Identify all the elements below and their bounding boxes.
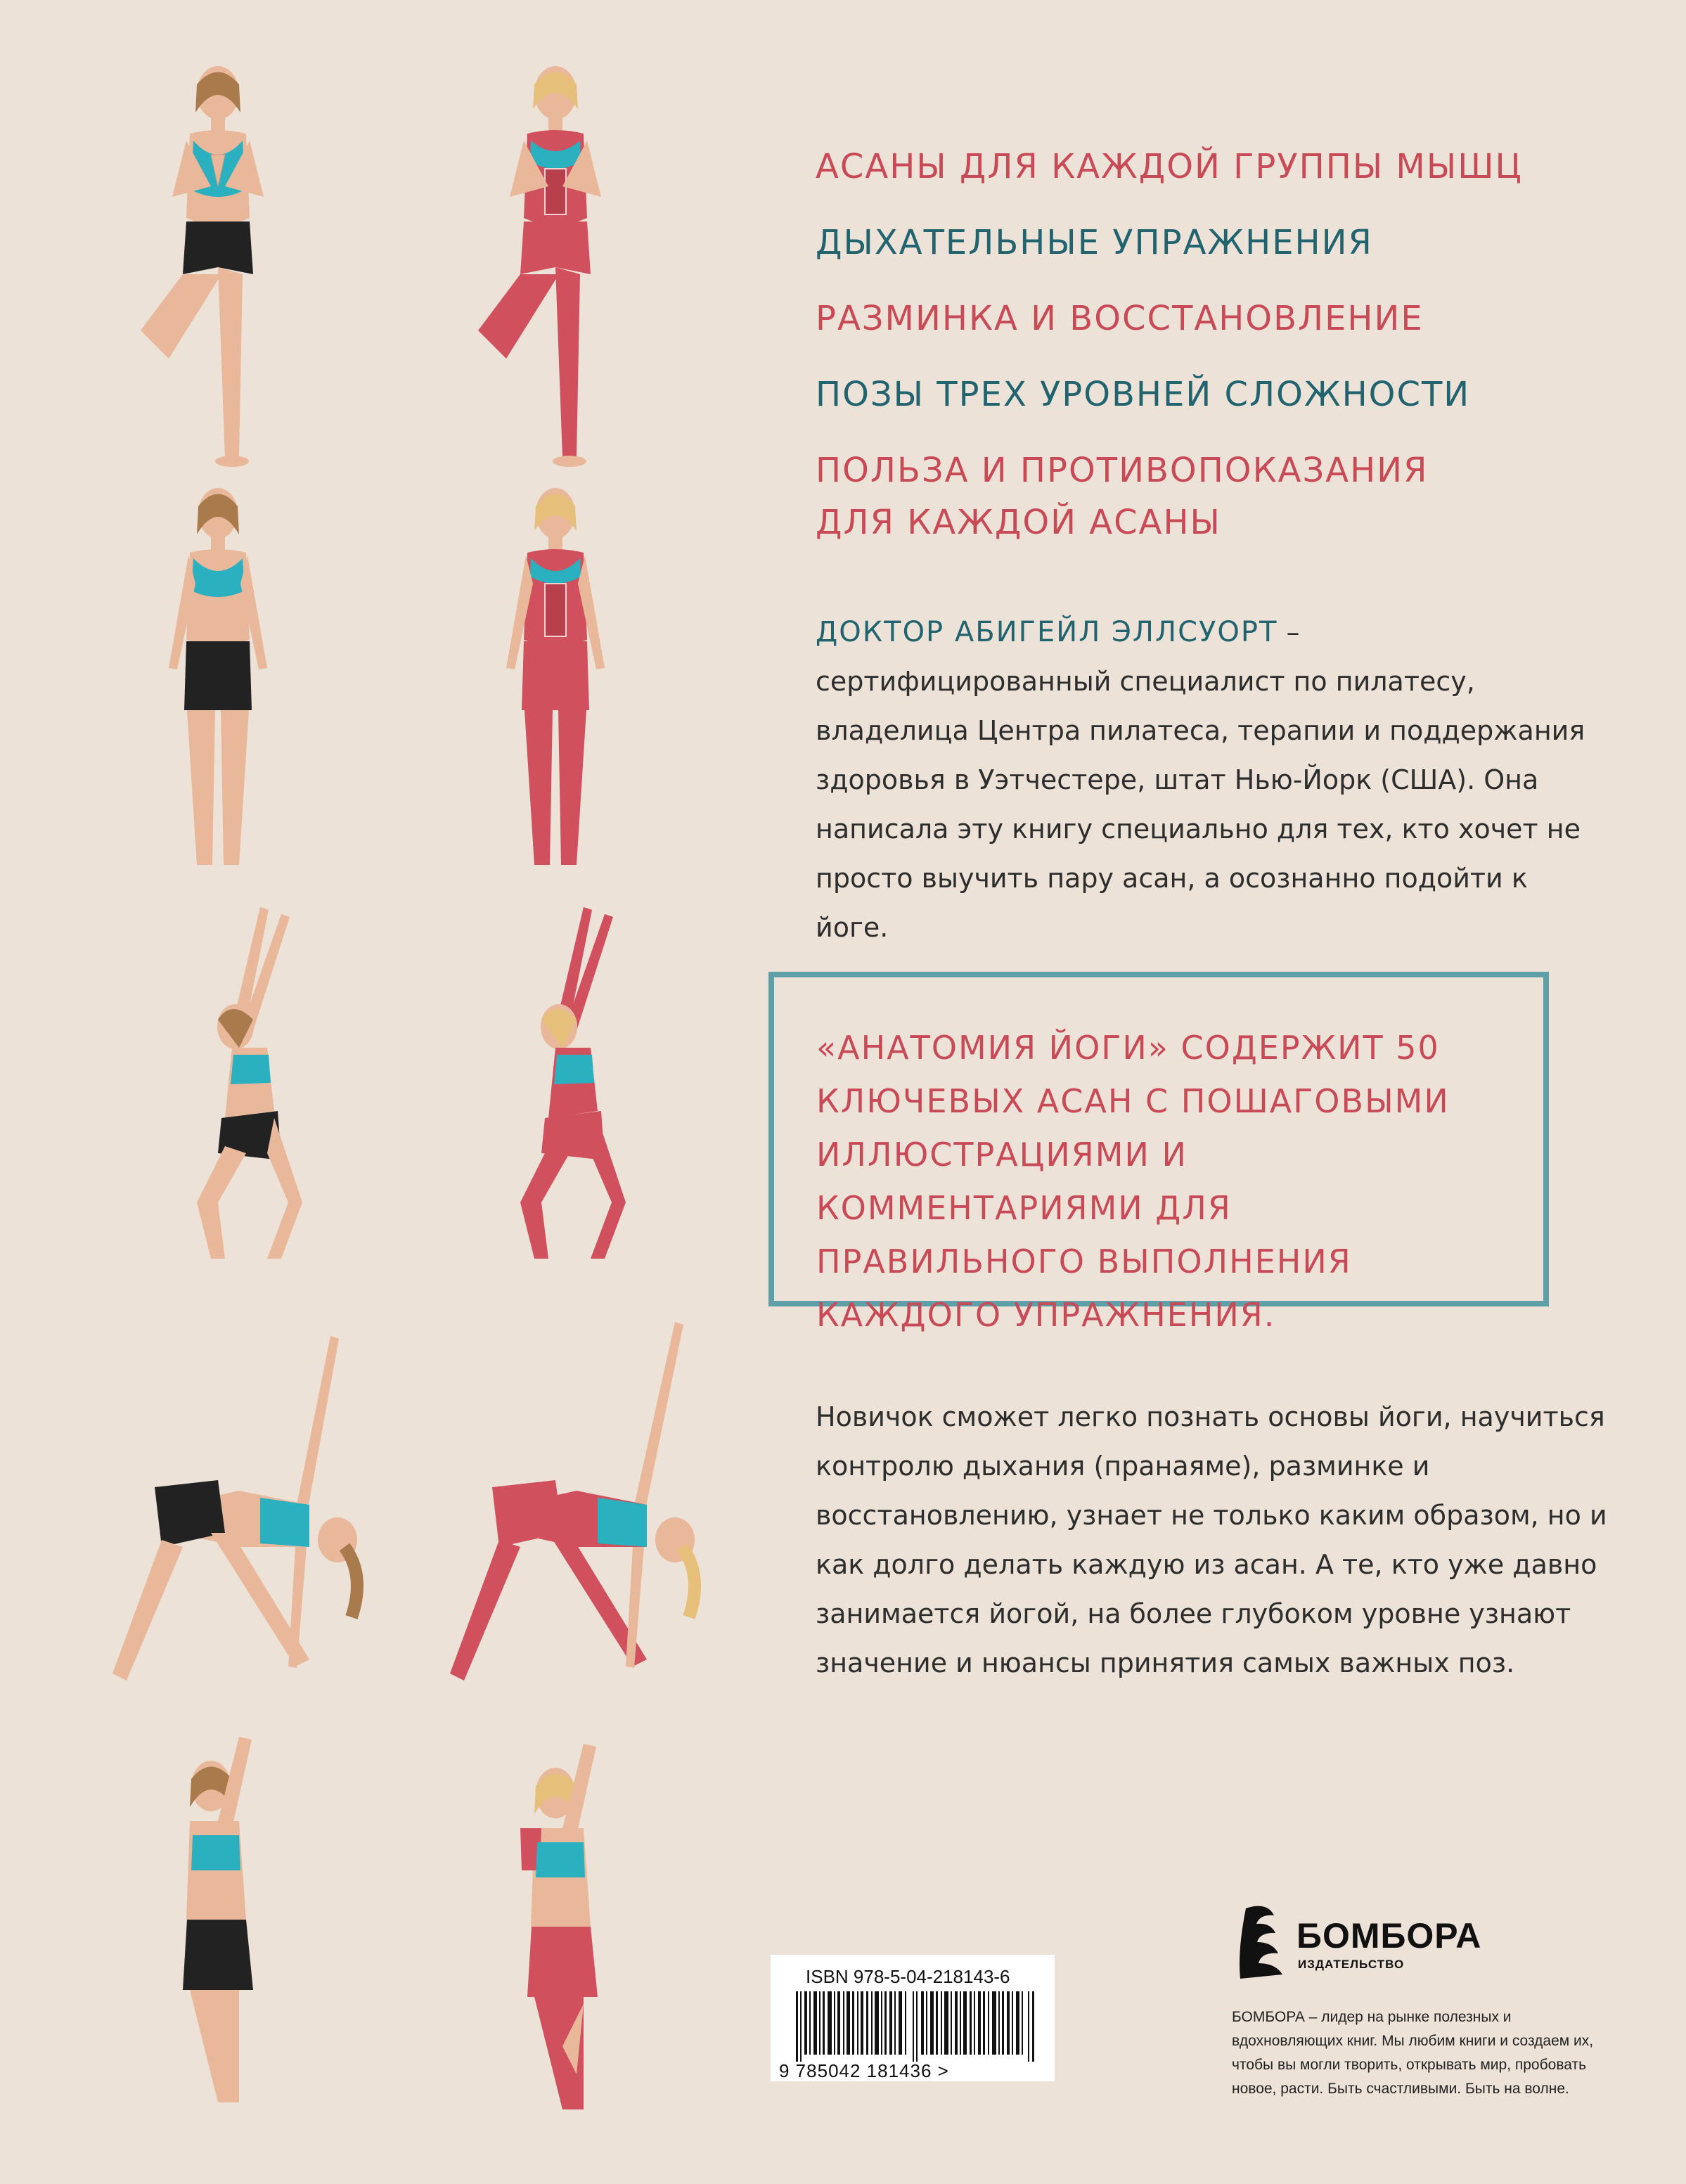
author-bio: [816, 608, 1589, 952]
intro-paragraph: Новичок сможет легко познать основы йоги, научиться контролю дыхания (пранаяме), разминке и восстановлению, узнает не только каким образом, но и как долго делать каждую из асан. А те, кто уже давно занимается йогой, на более глубоком уровне узнают значение и нюансы принятия самых важных поз.: [816, 1401, 1607, 1678]
eagle-pose-anatomy: [478, 1737, 647, 2131]
eagle-pose-photo: [134, 1730, 302, 2124]
feature-item: ПОЛЬЗА И ПРОТИВОПОКАЗАНИЯ ДЛЯ КАЖДОЙ АСАНЫ: [816, 451, 1429, 542]
tree-pose-photo: [112, 63, 323, 471]
publisher-blurb: БОМБОРА – лидер на рынке полезных и вдохновляющих книг. Мы любим книги и создаем их, чтобы вы могли творить, открывать мир, пробовать новое, расти. Быть счастливыми. Быть на волне.: [1232, 2009, 1594, 2097]
quote-text: «АНАТОМИЯ ЙОГИ» СОДЕРЖИТ 50 КЛЮЧЕВЫХ АСАН С ПОШАГОВЫМИ ИЛЛЮСТРАЦИЯМИ И КОММЕНТАРИЯМИ ДЛЯ ПРАВИЛЬНОГО ВЫПОЛНЕНИЯ КАЖДОГО УПРАЖНЕНИЯ.: [816, 1029, 1450, 1334]
author-name: ДОКТОР АБИГЕЙЛ ЭЛЛСУОРТ: [816, 616, 1278, 648]
chair-pose-anatomy: [478, 907, 661, 1287]
triangle-pose-photo: [84, 1336, 394, 1702]
mountain-pose-anatomy: [464, 485, 647, 879]
author-bio-text: – сертифицированный специалист по пилатесу, владелица Центра пилатеса, терапии и поддержания здоровья в Уэтчестере, штат Нью-Йорк (США). Она написала эту книгу специально для тех, кто хочет не просто выучить пару асан, а осознанно подойти к йоге.: [816, 617, 1585, 943]
feature-item: АСАНЫ ДЛЯ КАЖДОЙ ГРУППЫ МЫШЦ: [816, 147, 1523, 186]
logo-name: БОМБОРА: [1296, 1916, 1482, 1955]
feature-item: ДЫХАТЕЛЬНЫЕ УПРАЖНЕНИЯ: [816, 223, 1373, 262]
isbn-barcode-box: [771, 1955, 1055, 2081]
feature-list: [816, 141, 1645, 572]
feature-item: ПОЗЫ ТРЕХ УРОВНЕЙ СЛОЖНОСТИ: [816, 375, 1471, 414]
bombora-wave-icon: [1232, 1901, 1294, 1986]
logo-subtitle: ИЗДАТЕЛЬСТВО: [1298, 1958, 1405, 1971]
feature-item: РАЗМИНКА И ВОССТАНОВЛЕНИЕ: [816, 299, 1424, 338]
isbn-label: ISBN 978-5-04-218143-6: [806, 1966, 1010, 1987]
publisher-logo: [1232, 1901, 1513, 1986]
chair-pose-photo: [155, 907, 337, 1287]
isbn-digits: 9 785042 181436 >: [779, 2060, 949, 2081]
tree-pose-anatomy: [450, 63, 661, 471]
figure-gallery: [0, 0, 787, 2184]
quote-box: [768, 972, 1549, 1334]
triangle-pose-anatomy: [415, 1322, 738, 1702]
barcode-icon: [796, 1991, 1035, 2062]
mountain-pose-photo: [127, 485, 309, 879]
